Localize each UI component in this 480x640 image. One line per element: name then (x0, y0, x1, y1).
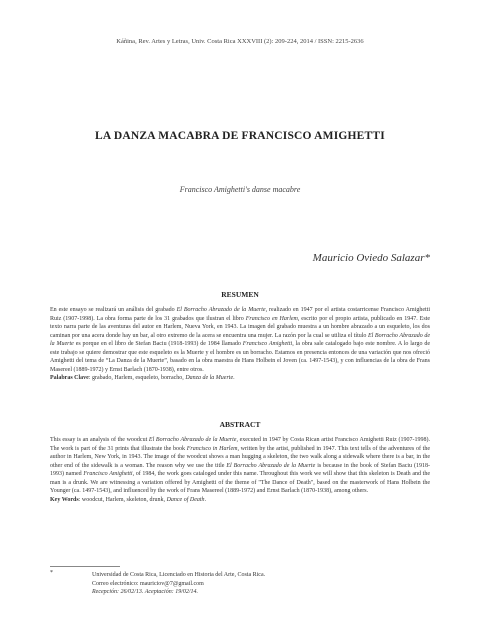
resumen-text-3: , escrito por el propio artista, publicado en 1947. Este texto narra parte de las aventuras del autor en Harlem, Nueva York, en 1943. La imagen del grabado muestra a un hombre abrazado a un esqueleto, los dos caminan por una acera donde hay un bar, al otro extremo de la acera se encuentra una mujer. La razón por la cual se utiliza el título (50, 315, 430, 339)
key-words-italic: Dance of Death (166, 496, 205, 503)
resumen-paragraph (50, 306, 430, 383)
resumen-keywords (50, 374, 430, 383)
footnote-affiliation: Universidad de Costa Rica, Licenciado en Historia del Arte, Costa Rica. (92, 572, 266, 578)
abstract-italic-1: El Borracho Abrazado de la Muerte (148, 437, 237, 443)
keywords-end: . (233, 375, 235, 381)
key-words-end: . (204, 496, 207, 503)
english-title: Francisco Amighetti's danse macabre (179, 185, 301, 194)
footnote-email: Correo electrónico: mauriciov@7@gmail.com (92, 580, 204, 587)
keywords-label: Palabras Clave (50, 375, 89, 381)
abstract-italic-4: Francisco Amighetti (83, 471, 133, 477)
abstract-text-5: , of 1984, the work goes cataloged under this name. Throughout this work we will show that this skeleton is Death and the man is a drunk. We are witnessing a variation offered by Amighetti of the theme of "The Dance of Death", based on the masterwork of Hans Holbein the Younger (ca. 1497-1543), and influenced by the work of Frans Masereel (1889-1972) and Ernst Barlach (1870-1938), among others. (50, 471, 431, 494)
abstract-italic-2: Francisco in Harlem (186, 445, 238, 452)
footnote-text (92, 571, 422, 597)
abstract-text-3: , written by the artist, published in 1947. This text tells of the adventures of the author in Harlem, New York, in 1943. The image of the woodcut shows a man hugging a skeleton, the two walk along a sidewalk where there is a bar, in the other end of the sidewalk is a woman. The reason why we use the title (50, 445, 430, 469)
keywords-italic: Danza de la Muerte (185, 375, 234, 381)
journal-header: Káñina, Rev. Artes y Letras, Univ. Costa Rica XXXVIII (2): 209-224, 2014 / ISSN: 2215-2636 (116, 38, 364, 45)
footnote-dates-text: Recepción: 26/02/13. Aceptación: 19/02/14. (92, 589, 199, 595)
resumen-text-5: , la obra sale catalogado bajo este nombre. A lo largo de este trabajo se quiere demostrar que este esqueleto es la Muerte y el hombre es un borracho. Estamos en presencia entonces de una variación que nos ofreció Amighetti del tema de “La Danza de la Muerte”, basado en la obra maestra de Hans Holbein el Joven (ca. 1497-1543), y con influencias de la obra de Frans Masereel (1889-1972) y Ernst Barlach (1870-1938), entre otros. (50, 341, 430, 373)
resumen-italic-2: Francisco en Harlem (245, 315, 298, 322)
abstract-text-2: , executed in 1947 by Costa Rican artist Francisco Amighetti Ruiz (1907-1998). The work is part of the 31 prints that illustrate the book (50, 437, 430, 452)
abstract-keywords (50, 496, 430, 505)
abstract-italic-3: El Borracho Abrazado de la Muerte (226, 462, 316, 469)
keywords-text: : grabado, Harlem, esqueleto, borracho, (88, 375, 186, 381)
abstract-heading: ABSTRACT (219, 420, 261, 429)
abstract-text-1: This essay is an analysis of the woodcut (50, 437, 149, 443)
resumen-italic-1: El Borracho Abrazado de la Muerte (176, 307, 266, 313)
resumen-italic-3: El Borracho Abrazado de la Muerte (50, 332, 430, 347)
key-words-label: Key Words (50, 496, 79, 503)
article-title: LA DANZA MACABRA DE FRANCISCO AMIGHETTI (95, 130, 385, 142)
resumen-text-4: es porque en el libro de Stefan Baciu (1918-1993) de 1984 llamado (73, 341, 243, 347)
footnote-dates (92, 588, 422, 597)
resumen-heading: RESUMEN (221, 290, 259, 299)
author-name: Mauricio Oviedo Salazar* (312, 252, 430, 264)
resumen-italic-4: Francisco Amighetti (242, 341, 293, 347)
abstract-text-4: is because in the book of Stefan Baciu (1918-1993) named (50, 462, 430, 477)
abstract-paragraph (50, 436, 430, 504)
footnote-divider (50, 566, 120, 567)
key-words-text: : woodcut, Harlem, skeleton, drunk, (78, 496, 167, 503)
footnote-mark: * (50, 570, 53, 576)
resumen-text-1: En este ensayo se realizará un análisis del grabado (50, 307, 177, 313)
resumen-text-2: , realizado en 1947 por el artista costarricense Francisco Amighetti Ruiz (1907-1998). La obra forma parte de los 31 grabados que ilustran el libro (50, 307, 430, 322)
